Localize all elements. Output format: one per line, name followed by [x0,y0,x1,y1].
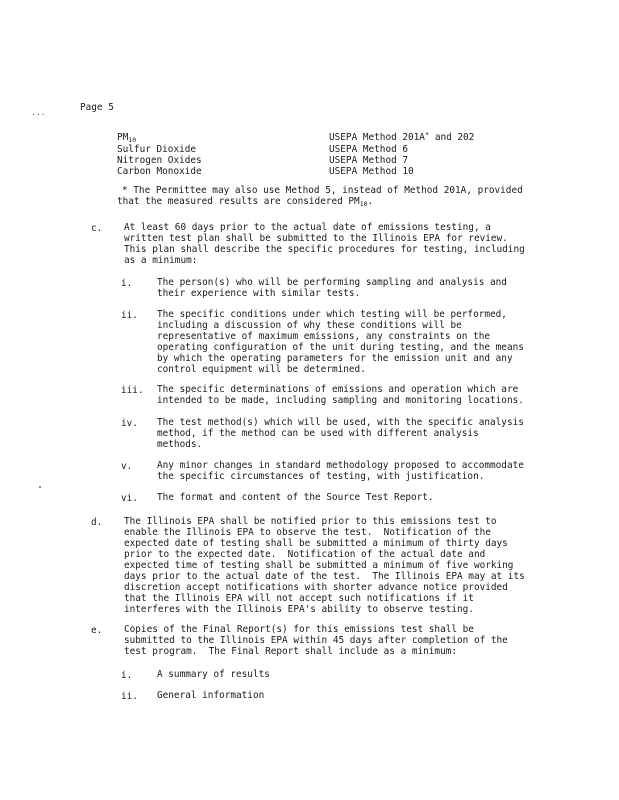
subitem-line: A summary of results [157,669,270,680]
subitem-line: The person(s) who will be performing sampling and analysis and [157,277,507,288]
method-name: USEPA Method 7 [329,155,409,166]
methods-row [117,167,497,178]
method-name: USEPA Method 10 [329,166,414,177]
item-e-line: test program. The Final Report shall include as a minimum: [124,646,458,657]
method-footnote-mark: * [424,131,430,139]
subitem-line: by which the operating parameters for the emission unit and any [157,353,513,364]
subitem-line: The test method(s) which will be used, with the specific analysis [157,417,524,428]
pollutant-subscript: 10 [128,136,137,144]
pollutant-name: Carbon Monoxide [117,166,202,177]
method-name: USEPA Method 201A [329,132,425,143]
subitem-marker: ii. [121,691,138,702]
item-e-line: Copies of the Final Report(s) for this emissions test shall be [124,624,474,635]
subitem-line: General information [157,690,265,701]
item-d-line: expected time of testing shall be submitted a minimum of five working [124,560,514,571]
subitem-line: including a discussion of why these conditions will be [157,320,462,331]
subitem-line: intended to be made, including sampling and monitoring locations. [157,395,524,406]
subitem-line: their experience with similar tests. [157,288,361,299]
pollutant-name: Sulfur Dioxide [117,144,197,155]
margin-speck [39,486,41,488]
subitem-line: methods. [157,439,203,450]
subitem-line: The specific conditions under which testing will be performed, [157,309,507,320]
subitem-line: the specific circumstances of testing, with justification. [157,471,485,482]
subitem-marker: vi. [121,493,138,504]
subitem-line: method, if the method can be used with different analysis [157,428,479,439]
item-d-line: that the Illinois EPA will not accept such notifications if it [124,593,474,604]
subitem-line: The specific determinations of emissions and operation which are [157,384,519,395]
margin-dash: ... [31,108,46,117]
method-name: USEPA Method 6 [329,144,409,155]
pollutant-name: Nitrogen Oxides [117,155,202,166]
item-d-line: prior to the expected date. Notification of the actual date and [124,549,486,560]
subitem-line: representative of maximum emissions, any constraints on the [157,331,491,342]
item-d-marker: d. [91,517,103,528]
item-c-marker: c. [91,223,103,234]
item-e-marker: e. [91,625,103,636]
item-e-line: submitted to the Illinois EPA within 45 days after completion of the [124,635,508,646]
footnote-line: that the measured results are considered $PM_{10}$. [117,196,374,208]
footnote-subscript: 10 [359,200,368,208]
subitem-marker: i. [121,278,133,289]
pollutant-name: PM [117,132,129,143]
item-c-line: as a minimum: [124,255,198,266]
subitem-line: operating configuration of the unit during testing, and the means [157,342,524,353]
subitem-line: The format and content of the Source Test Report. [157,492,434,503]
item-c-line: written test plan shall be submitted to the Illinois EPA for review. [124,233,508,244]
item-d-line: interferes with the Illinois EPA's ability to observe testing. [124,604,474,615]
subitem-line: Any minor changes in standard methodology proposed to accommodate [157,460,524,471]
item-c-line: This plan shall describe the specific procedures for testing, including [124,244,525,255]
subitem-marker: i. [121,670,133,681]
subitem-marker: iv. [121,418,138,429]
item-c-line: At least 60 days prior to the actual date of emissions testing, a [124,222,491,233]
page-label: Page 5 [80,102,114,113]
footnote-line: * The Permittee may also use Method 5, instead of Method 201A, provided [122,185,523,196]
item-d-line: enable the Illinois EPA to observe the test. Notification of the [124,527,491,538]
subitem-marker: iii. [121,385,144,396]
subitem-marker: v. [121,461,133,472]
method-tail: and 202 [429,132,475,143]
subitem-marker: ii. [121,310,138,321]
item-d-line: discretion accept notifications with shorter advance notice provided [124,582,508,593]
item-d-line: The Illinois EPA shall be notified prior to this emissions test to [124,516,497,527]
subitem-line: control equipment will be determined. [157,364,366,375]
item-d-line: days prior to the actual date of the test. The Illinois EPA may at its [124,571,525,582]
methods-row [117,133,497,144]
item-d-line: expected date of testing shall be submitted a minimum of thirty days [124,538,508,549]
